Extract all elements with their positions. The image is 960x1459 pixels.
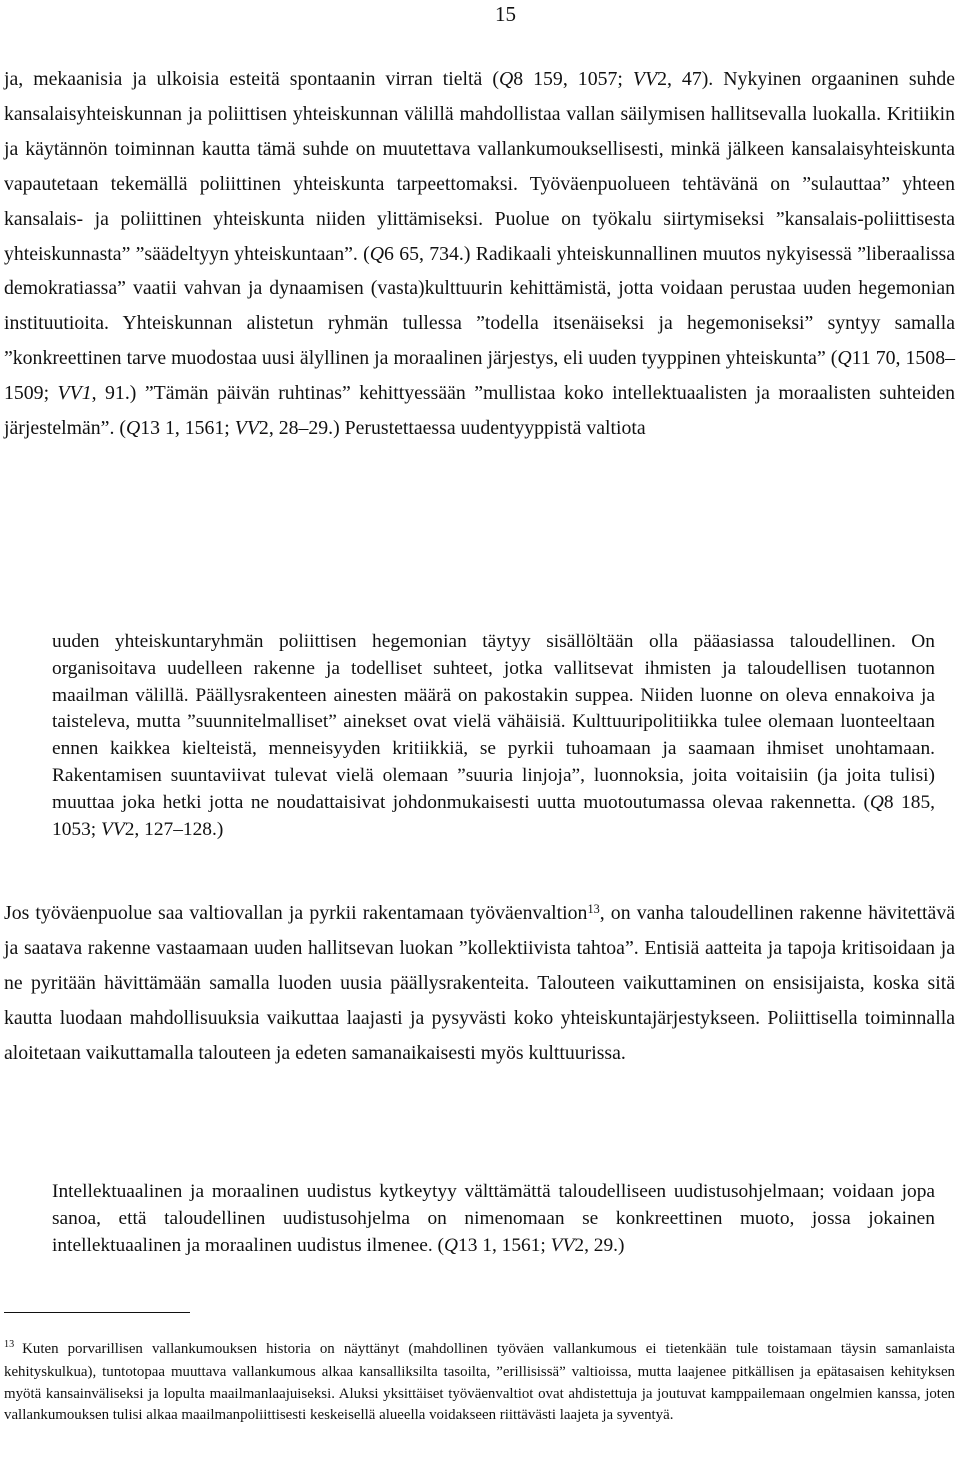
body-paragraph-1: ja, mekaanisia ja ulkoisia esteitä spontaanin virran tieltä (Q8 159, 1057; VV2, 47). Nykyinen orgaaninen suhde kansalaisyhteiskunnan ja poliittisen yhteiskunnan välillä mahdollistaa vallan säilymisen hallitsevalla luokalla. Kritiikin ja käytännön toiminnan kautta tämä suhde on muutettava vallankumouksellisesti, minkä jälkeen kansalaisyhteiskunta vapautetaan tekemällä poliittinen yhteiskunta tarpeettomaksi. Työväenpuolueen tehtävänä on ”sulauttaa” yhteen kansalais- ja poliittinen yhteiskunta niiden ylittämiseksi. Puolue on työkalu siirtymiseksi ”kansalais-poliittisesta yhteiskunnasta” ”säädeltyyn yhteiskuntaan”. (Q6 65, 734.) Radikaali yhteiskunnallinen muutos nykyisessä ”liberaalissa demokratiassa” vaatii vahvan ja dynaamisen (vasta)kulttuurin kehittämistä, jotta voidaan perustaa uuden hegemonian instituutioita. Yhteiskunnan alistetun ryhmän tullessa ”todella itsenäiseksi ja hegemoniseksi” syntyy samalla ”konkreettinen tarve muodostaa uusi älyllinen ja moraalinen järjestys, eli uuden tyyppinen yhteiskunta” (Q11 70, 1508–1509; VV1, 91.) ”Tämän päivän ruhtinas” kehittyessään ”mullistaa koko intellektuaalisten ja moraalisten suhteiden järjestelmän”. (Q13 1, 1561; VV2, 28–29.) Perustettaessa uudentyyppistä valtiota [4, 68, 956, 440]
footnote [4, 1339, 955, 1427]
block-quote-2: Intellektuaalinen ja moraalinen uudistus kytkeytyy välttämättä taloudelliseen uudistusohjelmaan; voidaan jopa sanoa, että taloudellinen uudistusohjelma on nimenomaan se konkreettinen muoto, jossa jokainen intellektuaalinen ja moraalinen uudistus ilmenee. (Q13 1, 1561; VV2, 29.) [52, 1181, 935, 1256]
footnote-number: 13 [4, 1339, 15, 1351]
block-quote-1: uuden yhteiskuntaryhmän poliittisen hegemonian täytyy sisällöltään olla pääasiassa taloudellinen. On organisoitava uudelleen rakenne ja todelliset suhteet, jotka vallitsevat ihmisten ja taloudellisen tuotannon maailman välillä. Päällysrakenteen ainesten määrä on pakostakin suppea. Niiden luonne on oleva ennakoiva ja taisteleva, mutta ”suunnitelmalliset” ainekset ovat vielä vähäisiä. Kulttuuripolitiikka tulee olemaan luonteeltaan ennen kaikkea kielteistä, menneisyyden kritiikkiä, se pyrkii tuhoamaan ja saamaan ihmiset unohtamaan. Rakentamisen suuntaviivat tulevat vielä olemaan ”suuria linjoja”, luonnoksia, joita voitaisiin (ja joita tulisi) muuttaa joka hetki jotta ne noudattaisivat johdonmukaisesti uutta muotoutumassa olevaa rakennetta. (Q8 185, 1053; VV2, 127–128.) [52, 631, 935, 840]
footnote-text: Kuten porvarillisen vallankumouksen historia on näyttänyt (mahdollinen työväen vallankumous ei tietenkään tule toistamaan täysin samanlaista kehityskulkua), tuntotopaa muuttava vallankumous alkaa kansalliksilta tasoilta, ”erillisissä” valtioissa, mutta laajenee pitkällisen ja epätasaisen kehityksen myötä kansainväliseksi ja lopulta maailmanlaajuiseksi. Aluksi yksittäiset työväenvaltiot ovat ahdistettuja ja joutuvat kamppailemaan ongelmien kanssa, joten vallankumouksen tulisi alkaa maailmanpoliittisesti keskeisellä alueella voidakseen riittävästi laajeta ja syventyä. [4, 1341, 955, 1424]
body-paragraph-2: Jos työväenpuolue saa valtiovallan ja pyrkii rakentamaan työväenvaltion$^{13}$, on vanha taloudellinen rakenne hävitettävä ja saatava rakenne vastaamaan uuden hallitsevan luokan ”kollektiivista tahtoa”. Entisiä aatteita ja tapoja kritisoidaan ja ne pyritään hävittämään samalla luoden uusia päällysrakenteita. Talouteen vaikuttaminen on ensisijaista, koska sitä kautta luodaan mahdollisuuksia vaikuttaa laajasti ja pysyvästi koko yhteiskuntajärjestykseen. Poliittisella toiminnalla aloitetaan vaikuttamalla talouteen ja edeten samanaikaisesti myös kulttuurissa. [4, 902, 955, 1064]
footnote-reference[interactable]: 13 [587, 902, 600, 917]
footnote-separator [4, 1312, 190, 1313]
page-number: 15 [495, 2, 516, 26]
